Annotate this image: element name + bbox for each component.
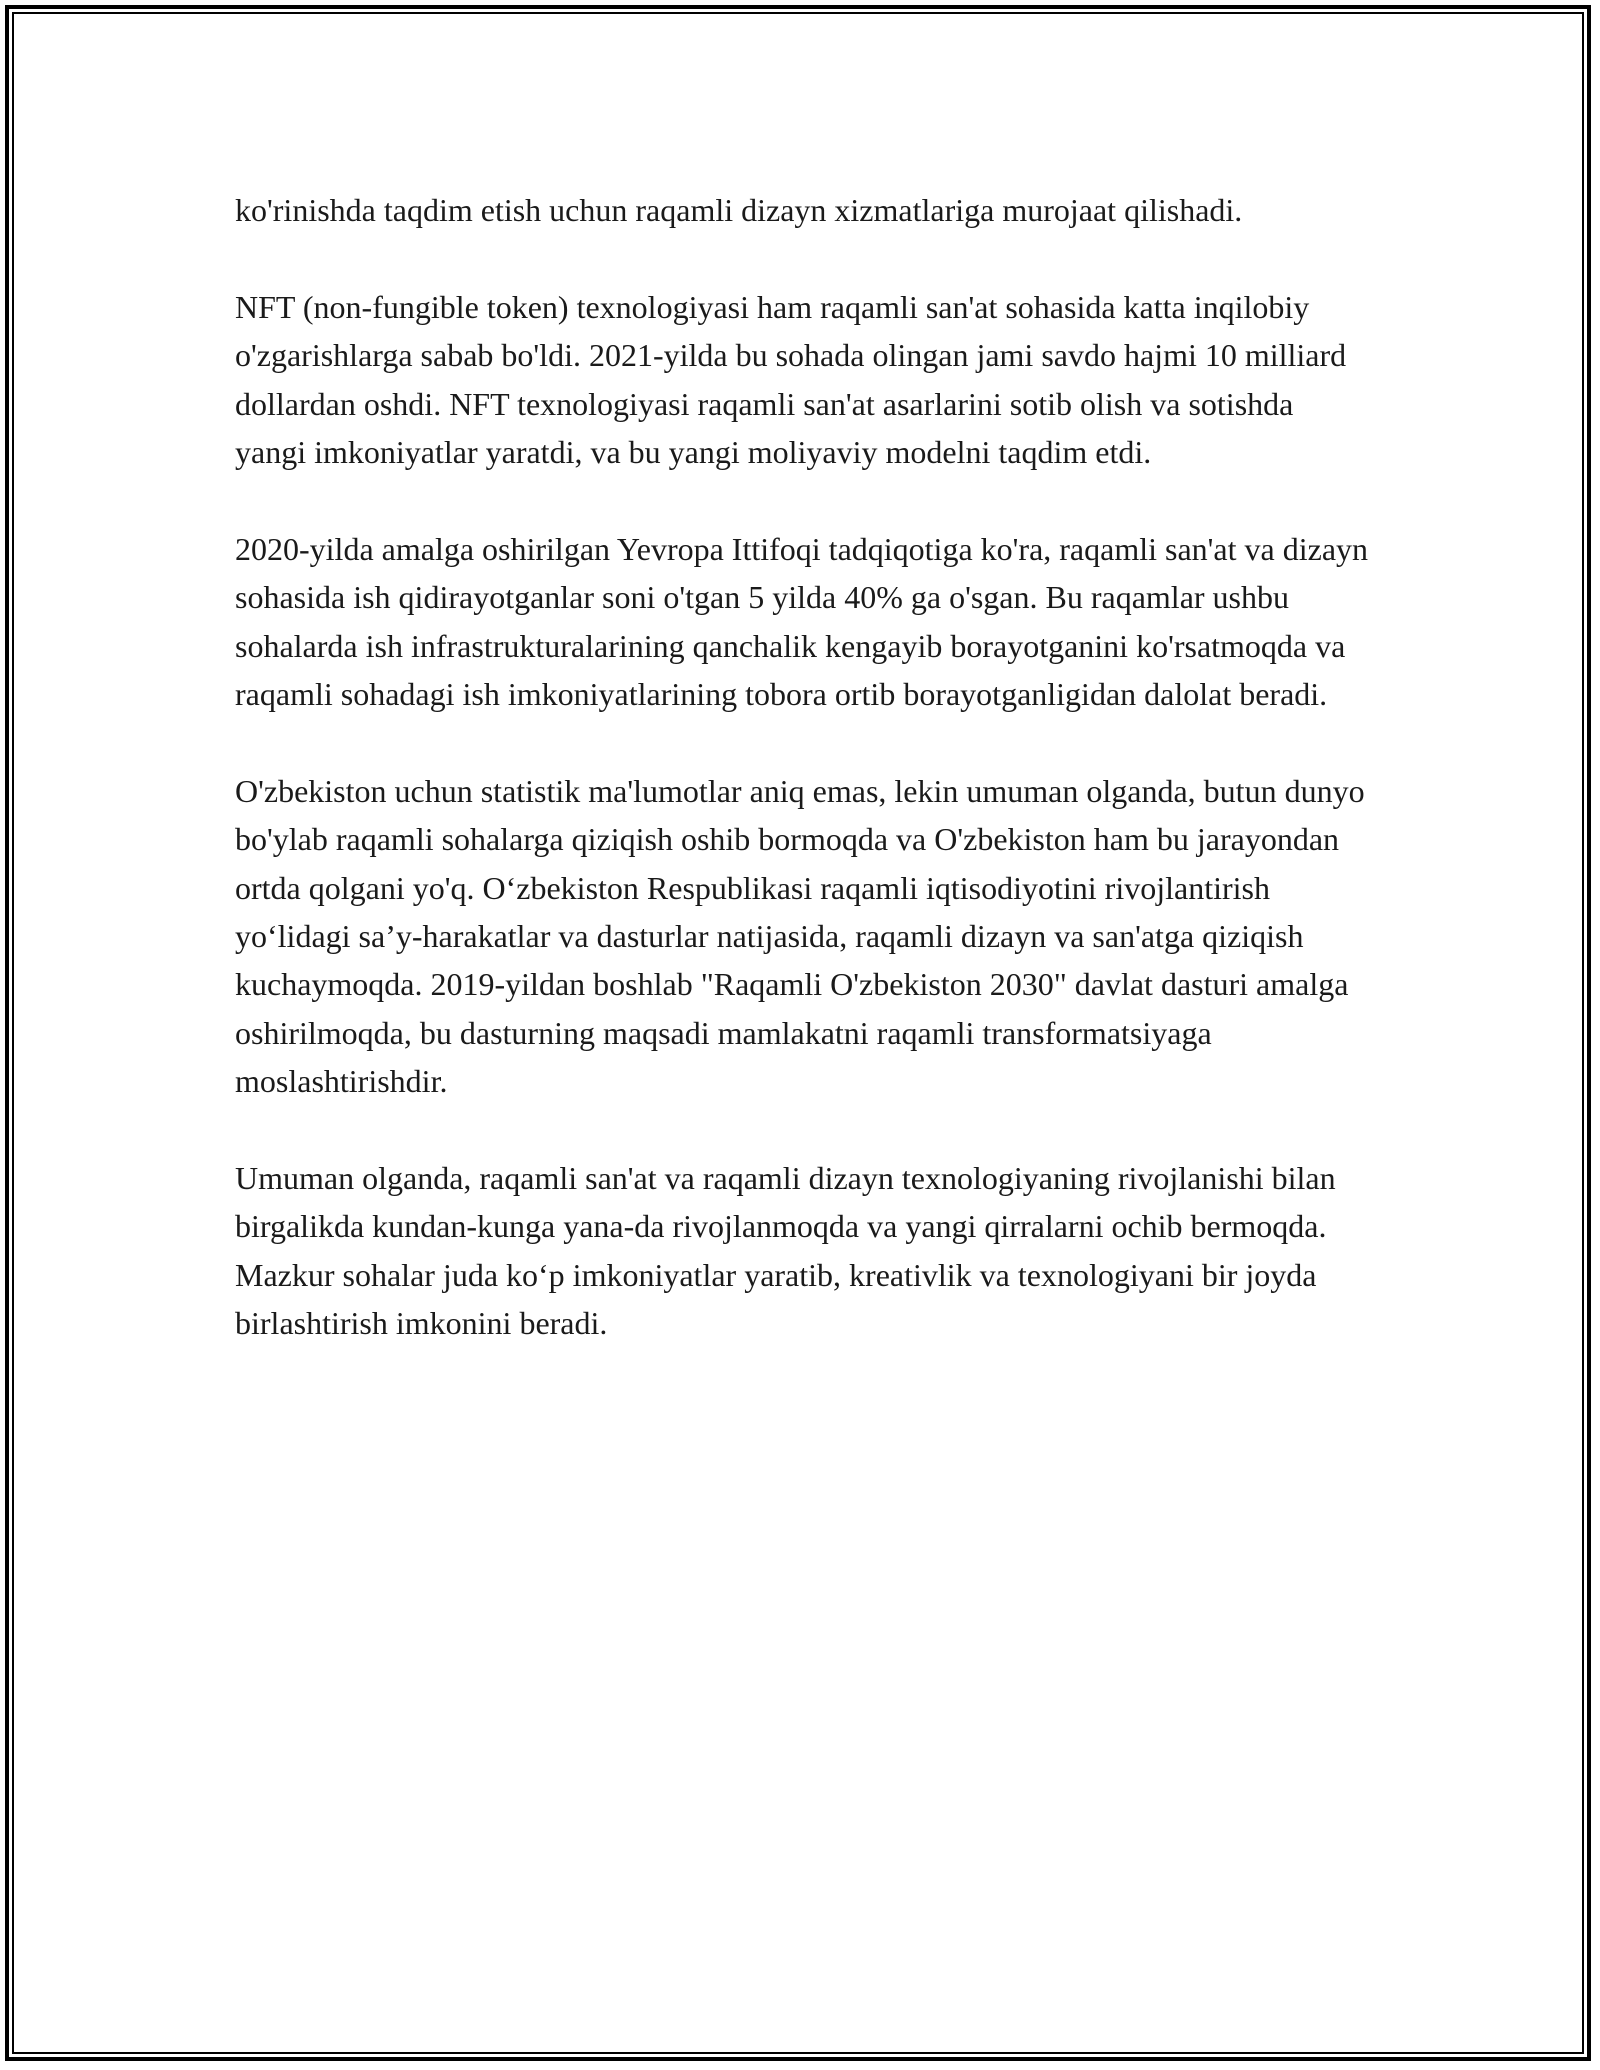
paragraph-uzbekistan: O'zbekiston uchun statistik ma'lumotlar aniq emas, lekin umuman olganda, butun dunyo bo'ylab raqamli sohalarga qiziqish oshib bormoqda va O'zbekiston ham bu jarayondan ortda qolgani yo'q. O‘zbekiston Respublikasi raqamli iqtisodiyotini rivojlantirish yo‘lidagi sa’y-harakatlar va dasturlar natijasida, raqamli dizayn va san'atga qiziqish kuchaymoqda. 2019-yildan boshlab "Raqamli O'zbekiston 2030" davlat dasturi amalga oshirilmoqda, bu dasturning maqsadi mamlakatni raqamli transformatsiyaga moslashtirishdir. (235, 772, 1365, 1100)
document-body (235, 186, 1370, 1396)
paragraph-intro-continuation: ko'rinishda taqdim etish uchun raqamli dizayn xizmatlariga murojaat qilishadi. (235, 192, 1243, 228)
paragraph-nft: NFT (non-fungible token) texnologiyasi ham raqamli san'at sohasida katta inqilobiy o'zgarishlarga sabab bo'ldi. 2021-yilda bu sohada olingan jami savdo hajmi 10 milliard dollardan oshdi. NFT texnologiyasi raqamli san'at asarlarini sotib olish va sotishda yangi imkoniyatlar yaratdi, va bu yangi moliyaviy modelni taqdim etdi. (235, 288, 1347, 471)
paragraph-conclusion: Umuman olganda, raqamli san'at va raqamli dizayn texnologiyaning rivojlanishi bilan birgalikda kundan-kunga yana-da rivojlanmoqda va yangi qirralarni ochib bermoqda. Mazkur sohalar juda ko‘p imkoniyatlar yaratib, kreativlik va texnologiyani bir joyda birlashtirish imkonini beradi. (235, 1160, 1336, 1342)
paragraph-eu-research: 2020-yilda amalga oshirilgan Yevropa Ittifoqi tadqiqotiga ko'ra, raqamli san'at va dizayn sohasida ish qidirayotganlar soni o'tgan 5 yilda 40% ga o'sgan. Bu raqamlar ushbu sohalarda ish infrastrukturalarining qanchalik kengayib borayotganini ko'rsatmoqda va raqamli sohadagi ish imkoniyatlarining tobora ortib borayotganligidan dalolat beradi. (235, 530, 1369, 713)
